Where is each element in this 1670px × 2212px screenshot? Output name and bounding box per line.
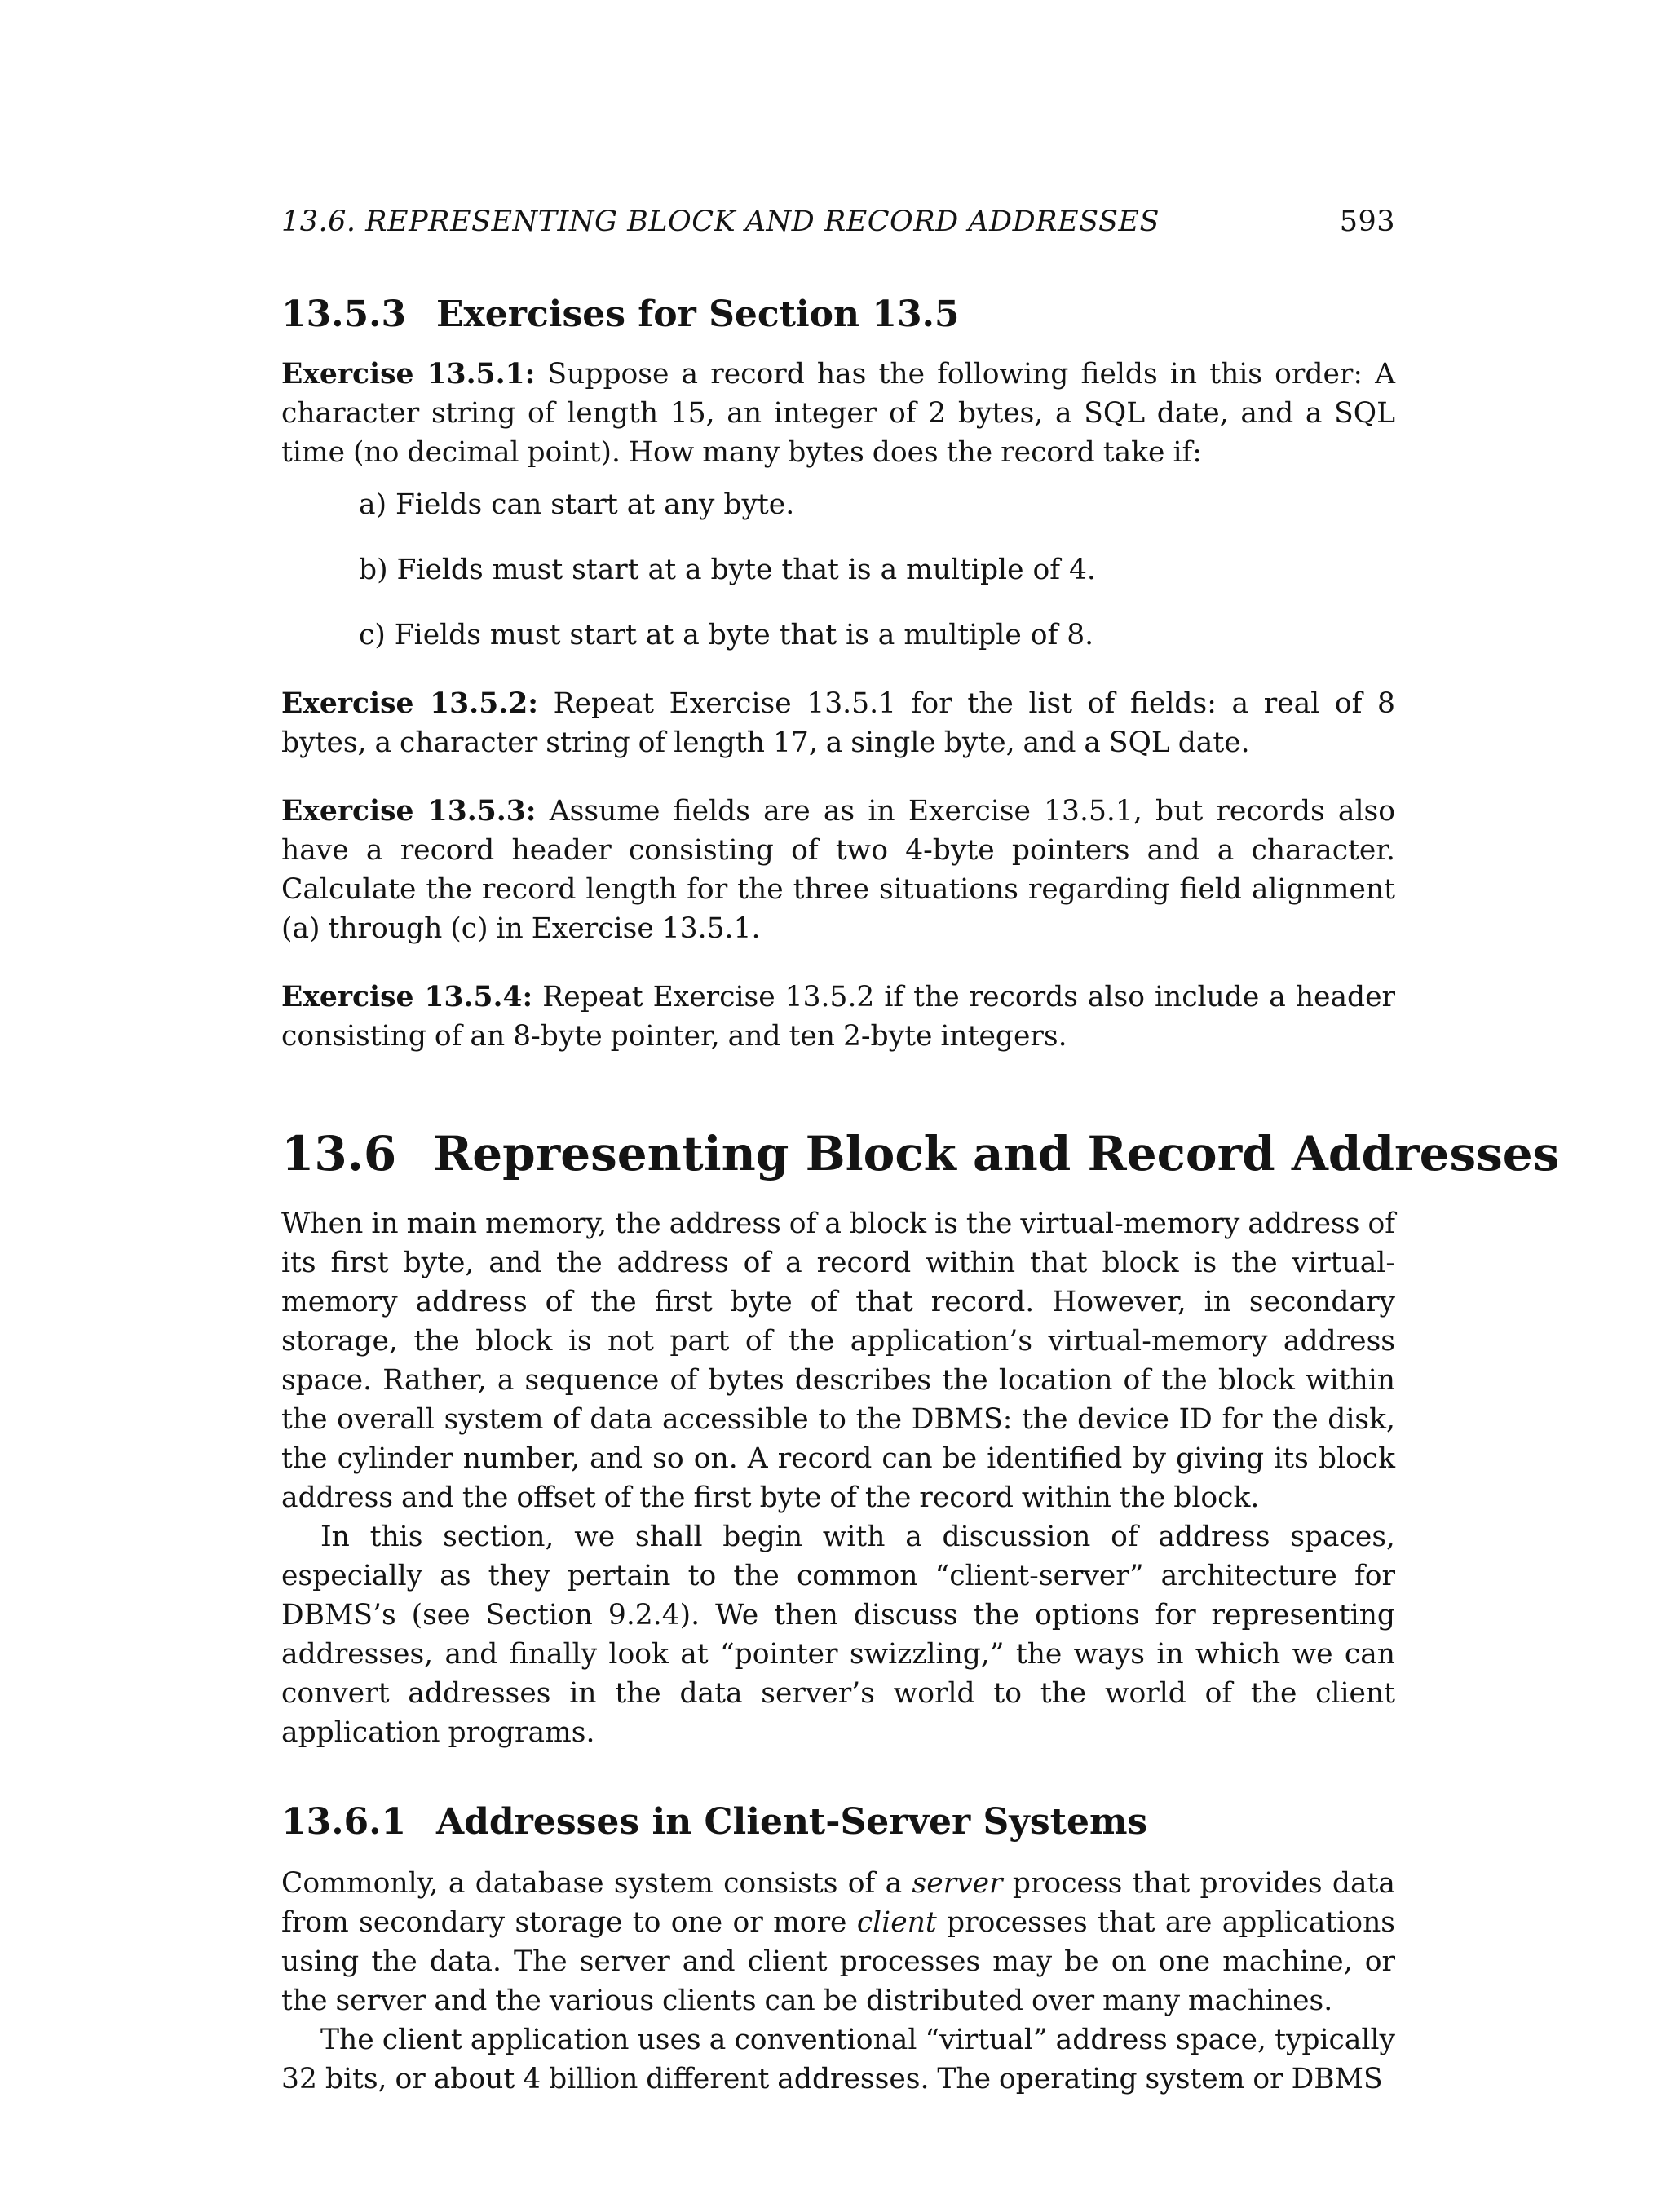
body-paragraph: The client application uses a conventional “virtual” address space, typically 32 bits, or about 4 billion different addresses. The operating system or DBMS [281,2024,1395,2095]
body-paragraph: In this section, we shall begin with a discussion of address spaces, especially as they pertain to the common “client-server” architecture for DBMS’s (see Section 9.2.4). We then discuss the options for representing addresses, and finally look at “pointer swizzling,” the ways in which we can convert addresses in the data server’s world to the world of the client application programs. [281,1521,1395,1749]
exercise-body: Repeat Exercise 13.5.1 for the list of fields: a real of 8 bytes, a character string of length 17, a single byte, and a SQL date. [281,687,1396,759]
exercise-text [281,978,1395,1056]
exercise-13-5-3 [281,792,1395,948]
exercise-text [281,792,1395,948]
section-number: 13.6 [281,1126,397,1181]
section-number: 13.5.3 [281,294,407,335]
text-run: process that provides data from secondary storage to one or more [281,1867,1395,1939]
page-number: 593 [1339,205,1395,238]
exercise-part-c: c) Fields must start at a byte that is a multiple of 8. [359,619,1094,651]
exercise-text [281,684,1395,762]
text-run: processes that are applications using the data. The server and client processes may be on one machine, or the server and the various clients can be distributed over many machines. [281,1906,1395,2017]
exercise-text [281,355,1395,472]
running-header [281,205,1395,238]
body-paragraph [281,1864,1395,2020]
exercise-body: Suppose a record has the following fields in this order: A character string of length 15, an integer of 2 bytes, a SQL date, and a SQL time (no decimal point). How many bytes does the record take if: [281,358,1395,469]
body-paragraph: When in main memory, the address of a block is the virtual-memory address of its first byte, and the address of a record within that block is the virtual-memory address of the first byte of that record. However, in secondary storage, the block is not part of the application’s virtual-memory address space. Rather, a sequence of bytes describes the location of the block within the overall system of data accessible to the DBMS: the device ID for the disk, the cylinder number, and so on. A record can be identified by giving its block address and the offset of the first byte of the record within the block. [281,1208,1395,1514]
text-run: Commonly, a database system consists of a [281,1867,912,1900]
running-title: 13.6. REPRESENTING BLOCK AND RECORD ADDRESSES [281,205,1160,238]
section-heading-13-6 [281,1126,1560,1181]
section-title: Exercises for Section 13.5 [436,294,960,335]
emphasized-term: server [912,1867,1003,1900]
exercise-label: Exercise 13.5.4: [281,981,533,1013]
section-title: Addresses in Client-Server Systems [436,1801,1148,1843]
section-title: Representing Block and Record Addresses [433,1126,1560,1181]
section-heading-13-6-1 [281,1801,1395,1843]
exercise-13-5-1 [281,355,1395,655]
section-number: 13.6.1 [281,1801,407,1843]
emphasized-term: client [856,1906,937,1939]
exercise-label: Exercise 13.5.2: [281,687,538,720]
section-heading-13-5-3 [281,294,1395,335]
exercise-part-a: a) Fields can start at any byte. [359,488,795,521]
exercise-part-b: b) Fields must start at a byte that is a multiple of 4. [359,554,1096,586]
exercise-parts-list [281,485,1395,655]
exercise-body: Repeat Exercise 13.5.2 if the records also include a header consisting of an 8-byte pointer, and ten 2-byte integers. [281,981,1396,1053]
exercise-label: Exercise 13.5.1: [281,358,536,391]
exercise-13-5-2 [281,684,1395,762]
page-content [281,294,1560,2099]
exercise-label: Exercise 13.5.3: [281,795,537,828]
exercise-body: Assume fields are as in Exercise 13.5.1, but records also have a record header consisting of two 4-byte pointers and a character. Calculate the record length for the three situations regarding field alignment (a) through (c) in Exercise 13.5.1. [281,795,1396,945]
exercise-13-5-4 [281,978,1395,1056]
